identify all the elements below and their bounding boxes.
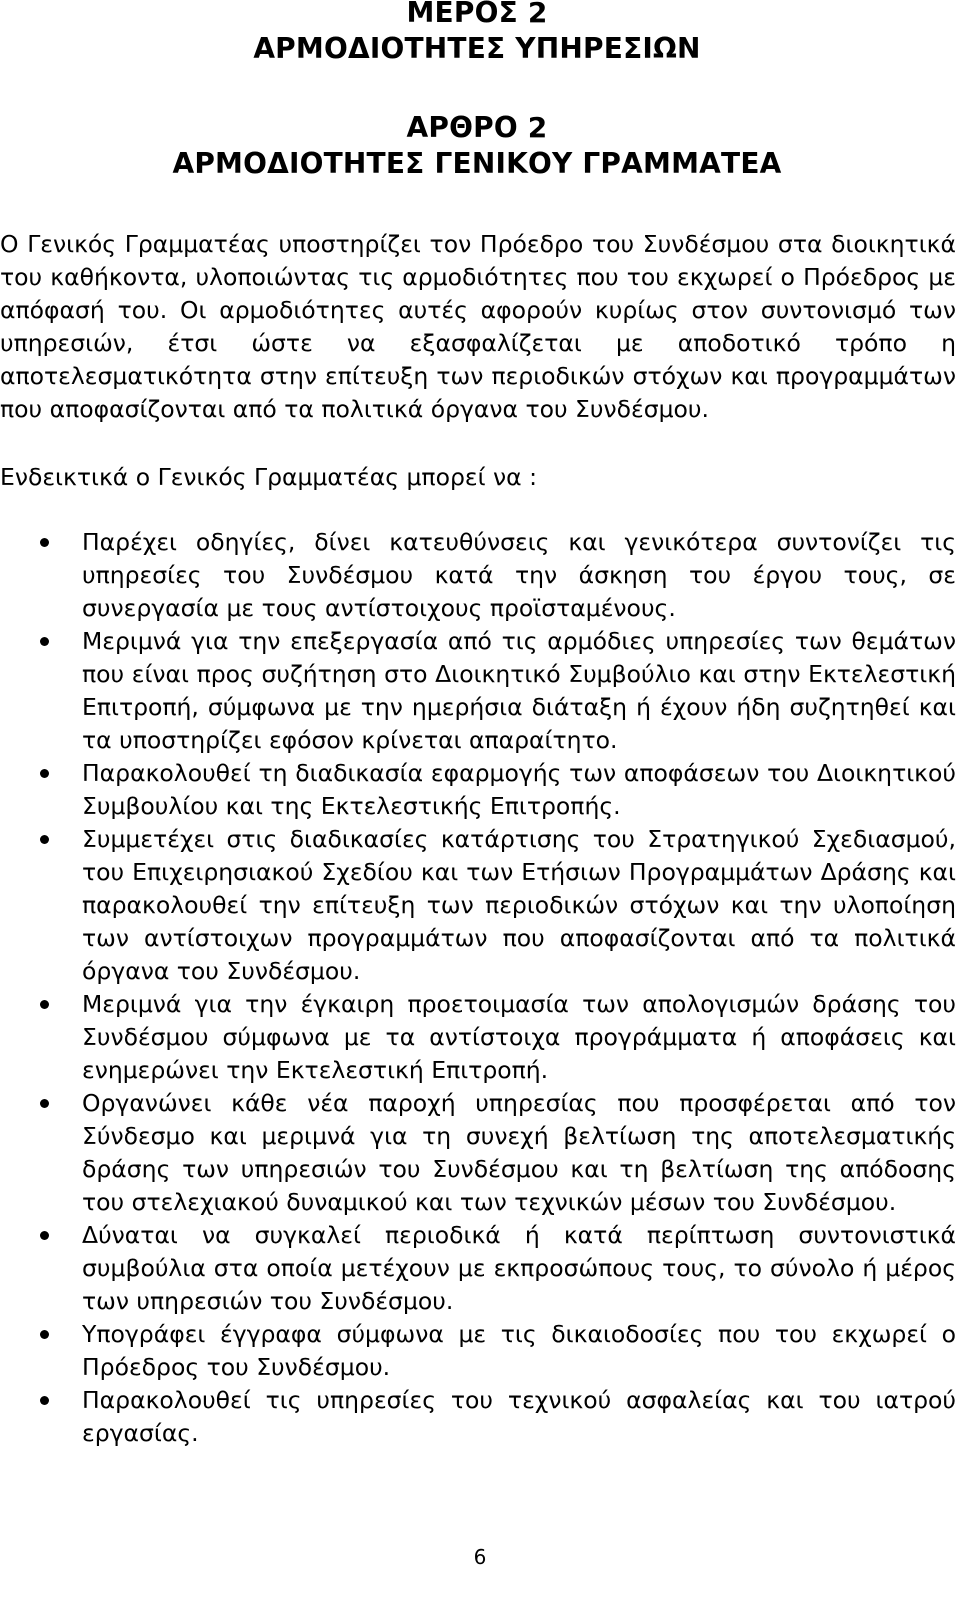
bullet-icon <box>40 835 49 844</box>
bullet-icon <box>40 538 49 547</box>
list-item <box>0 823 956 988</box>
list-item <box>0 757 956 823</box>
article-heading <box>0 110 960 182</box>
bullet-icon <box>40 769 49 778</box>
duties-list <box>0 526 956 1450</box>
list-item-text: Συμμετέχει στις διαδικασίες κατάρτισης του Στρατηγικού Σχεδιασμού, του Επιχειρησιακού Σχεδίου και των Ετήσιων Προγραμμάτων Δράσης και παρακολουθεί την επίτευξη των περιοδικών στόχων και την υλοποίηση των αντίστοιχων προγραμμάτων που αποφασίζονται από τα πολιτικά όργανα του Συνδέσμου. <box>82 825 956 985</box>
bullet-icon <box>40 1231 49 1240</box>
list-item <box>0 1384 956 1450</box>
list-item <box>0 1219 956 1318</box>
list-item-text: Παρακολουθεί τη διαδικασία εφαρμογής των αποφάσεων του Διοικητικού Συμβουλίου και της Εκτελεστικής Επιτροπής. <box>82 759 956 820</box>
part-number: ΜΕΡΟΣ 2 <box>406 0 548 29</box>
list-item <box>0 625 956 757</box>
bullet-icon <box>40 637 49 646</box>
bullet-icon <box>40 1000 49 1009</box>
list-item <box>0 1318 956 1384</box>
bullet-icon <box>40 1396 49 1405</box>
part-heading <box>0 0 960 67</box>
lead-paragraph: Ενδεικτικά ο Γενικός Γραμματέας μπορεί να : <box>0 463 538 491</box>
list-item-text: Δύναται να συγκαλεί περιοδικά ή κατά περίπτωση συντονιστικά συμβούλια στα οποία μετέχουν με εκπροσώπους τους, το σύνολο ή μέρος των υπηρεσιών του Συνδέσμου. <box>82 1221 956 1315</box>
list-item-text: Μεριμνά για την επεξεργασία από τις αρμόδιες υπηρεσίες των θεμάτων που είναι προς συζήτηση στο Διοικητικό Συμβούλιο και στην Εκτελεστική Επιτροπή, σύμφωνα με την ημερήσια διάταξη ή έχουν ήδη συζητηθεί και τα υποστηρίζει εφόσον κρίνεται απαραίτητο. <box>82 627 956 754</box>
part-title: ΑΡΜΟΔΙΟΤΗΤΕΣ ΥΠΗΡΕΣΙΩΝ <box>253 32 701 65</box>
list-item <box>0 526 956 625</box>
list-item-text: Υπογράφει έγγραφα σύμφωνα με τις δικαιοδοσίες που του εκχωρεί ο Πρόεδρος του Συνδέσμου. <box>82 1320 956 1381</box>
list-item <box>0 988 956 1087</box>
bullet-icon <box>40 1099 49 1108</box>
article-title: ΑΡΜΟΔΙΟΤΗΤΕΣ ΓΕΝΙΚΟΥ ΓΡΑΜΜΑΤΕΑ <box>172 147 782 180</box>
list-item-text: Παρακολουθεί τις υπηρεσίες του τεχνικού ασφαλείας και του ιατρού εργασίας. <box>82 1386 956 1447</box>
bullet-icon <box>40 1330 49 1339</box>
list-item-text: Οργανώνει κάθε νέα παροχή υπηρεσίας που προσφέρεται από τον Σύνδεσμο και μεριμνά για τη συνεχή βελτίωση της αποτελεσματικής δράσης των υπηρεσιών του Συνδέσμου και τη βελτίωση της απόδοσης του στελεχιακού δυναμικού και των τεχνικών μέσων του Συνδέσμου. <box>82 1089 956 1216</box>
article-number: ΑΡΘΡΟ 2 <box>406 111 548 144</box>
list-item <box>0 1087 956 1219</box>
list-item-text: Παρέχει οδηγίες, δίνει κατευθύνσεις και γενικότερα συντονίζει τις υπηρεσίες του Συνδέσμου κατά την άσκηση του έργου τους, σε συνεργασία με τους αντίστοιχους προϊσταμένους. <box>82 528 956 622</box>
intro-paragraph: Ο Γενικός Γραμματέας υποστηρίζει τον Πρόεδρο του Συνδέσμου στα διοικητικά του καθήκοντα, υλοποιώντας τις αρμοδιότητες που του εκχωρεί ο Πρόεδρος με απόφασή του. Οι αρμοδιότητες αυτές αφορούν κυρίως στον συντονισμό των υπηρεσιών, έτσι ώστε να εξασφαλίζεται με αποδοτικό τρόπο η αποτελεσματικότητα στην επίτευξη των περιοδικών στόχων και προγραμμάτων που αποφασίζονται από τα πολιτικά όργανα του Συνδέσμου. <box>0 230 956 423</box>
list-item-text: Μεριμνά για την έγκαιρη προετοιμασία των απολογισμών δράσης του Συνδέσμου σύμφωνα με τα αντίστοιχα προγράμματα ή αποφάσεις και ενημερώνει την Εκτελεστική Επιτροπή. <box>82 990 956 1084</box>
page-number: 6 <box>473 1545 487 1569</box>
